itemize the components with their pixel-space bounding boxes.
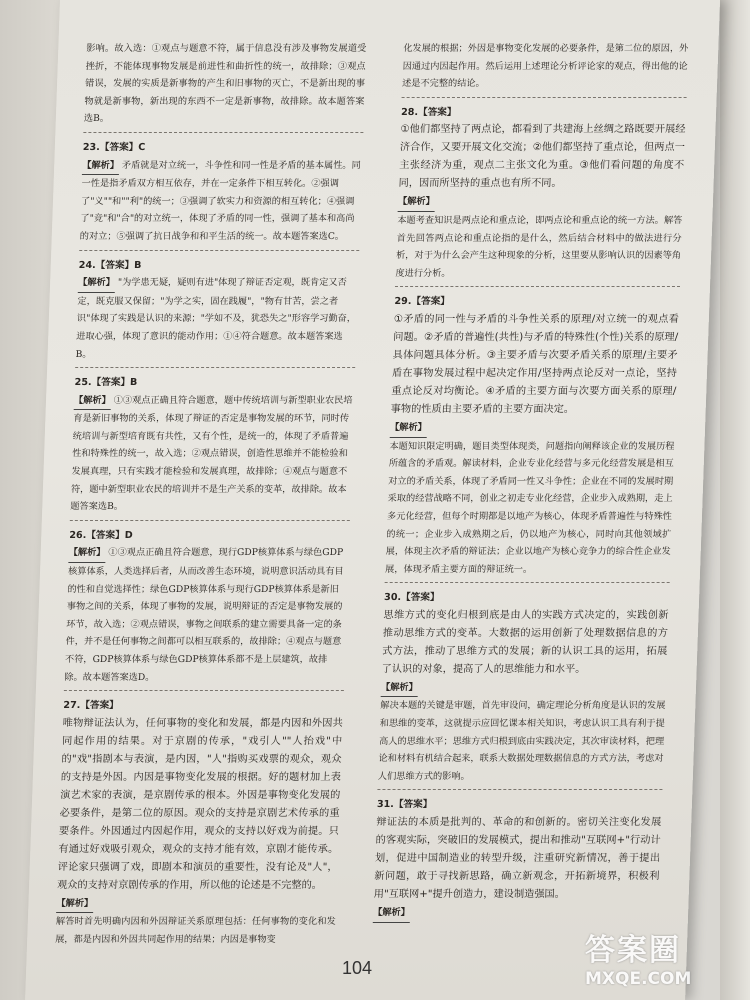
q30-analysis-text: 解决本题的关键是审题，首先审设问，确定理论分析角度是认识的发展和思维的变革，这就提示应回忆课本相关知识，考虑认识工具有利于提高人的思维水平；思维方式归根到底由实践决定，其次审读材料，把理论和材料有机结合起来，联系大数据处理数据信息的方式方法，考虑对人们思维方式的影响。 xyxy=(377,700,666,782)
question-31 xyxy=(373,796,662,922)
q28-answer-head: 28.【答案】 xyxy=(400,106,457,118)
q29-answer-head: 29.【答案】 xyxy=(394,296,451,308)
q28-answer-text: ①他们都坚持了两点论，都看到了共建海上丝绸之路既要开展经济合作，又要开展文化交流；②他们都坚持了重点论，但两点一主张经济为重，观点二主张文化为重。③他们看问题的角度不同，因而所坚持的重点也有所不同。 xyxy=(398,124,686,190)
q24-analysis-text: "为学患无疑，疑则有进"体现了辩证否定观，既肯定又否定，既克服又保留；"为学之实，固在践履"，"物有甘苦，尝之者识"体现了实践是认识的来源；"学如不及，犹恐失之"形容学习勤奋，进取心强，体现了意识的能动作用；①④符合题意。故本题答案选B。 xyxy=(75,277,357,360)
watermark-en: MXQE.COM xyxy=(585,969,692,989)
q27-analysis-tag: 【解析】 xyxy=(56,895,93,914)
q24-analysis-tag: 【解析】 xyxy=(78,274,115,293)
question-30 xyxy=(378,589,670,785)
watermark-cn: 答案圈 xyxy=(585,933,681,968)
q23-analysis-text: 矛盾就是对立统一，斗争性和同一性是矛盾的基本属性。同一性是指矛盾双方相互依存，并在一定条件下相互转化。②强调了"义""和""利"的统一；③强调了软实力和资源的相互转化；④强调了"竞"和"合"的对立统一，体现了矛盾的同一性，强调了基本和高尚的对立；⑤强调了抗日战争和和平生活的统一。故本题答案选C。 xyxy=(79,159,361,242)
q25-analysis-tag: 【解析】 xyxy=(74,392,111,411)
q30-answer-text: 思维方式的变化归根到底是由人的实践方式决定的，实践创新推动思维方式的变革。大数据的运用创新了处理数据信息的方式方法，推动了思维方式的发展；新的认识工具的运用，拓展了认识的对象，提高了人的思维能力和水平。 xyxy=(381,609,669,675)
divider xyxy=(402,97,687,98)
q28-analysis-text: 本题考查知识是两点论和重点论，即两点论和重点论的统一方法。解答首先回答两点论和重点论指的是什么，然后结合材料中的做法进行分析，对于为什么会产生这种现象的分析，这里要从影响认识的因素等角度进行分析。 xyxy=(395,214,683,279)
q25-answer-head: 25.【答案】B xyxy=(74,377,138,389)
q27-answer-head: 27.【答案】 xyxy=(63,700,119,712)
q30-analysis-tag: 【解析】 xyxy=(381,679,418,698)
divider xyxy=(395,286,680,287)
q22-continuation xyxy=(84,40,367,128)
q23-analysis-tag: 【解析】 xyxy=(82,157,119,176)
q27-answer-text: 唯物辩证法认为，任何事物的变化和发展，都是内因和外因共同起作用的结果。对于京剧的传承，"戏引人""人抬戏"中的"戏"指剧本与表演，是内因，"人"指购买戏票的观众，观众的支持是外因。内因是事物变化发展的根据。好的题材加上表演艺术家的表演，是京剧传承的根本。外因是事物变化发展的必要条件，是第二位的原因。观众的支持是京剧艺术传承的重要条件。外因通过内因起作用，观众的支持以好戏为前提。只有通过好戏吸引观众，观众的支持才能有效，京剧才能传承。评论家只强调了戏，即剧本和演员的重要性，没有论及"人"，观众的支持对京剧传承的作用，所以他的论述是不完整的。 xyxy=(56,717,343,891)
divider xyxy=(70,520,350,521)
q29-answer-text: ①矛盾的同一性与矛盾的斗争性关系的原理/对立统一的观点看问题。②矛盾的普遍性(共性)与矛盾的特殊性(个性)关系的原理/具体问题具体分析。③主要矛盾与次要矛盾关系的原理/主要矛盾在事物发展过程中起决定作用/坚持两点论反对一点论，坚持重点论反对均衡论。④矛盾的主要方面与次要方面关系的原理/事物的性质由主要矛盾的主要方面决定。 xyxy=(390,313,680,415)
q27-analysis-text: 解答时首先明确内因和外因辩证关系原理包括：任何事物的变化和发展，都是内因和外因共同起作用的结果；内因是事物变 xyxy=(55,916,336,945)
q26-analysis-text: ①③观点正确且符合题意，现行GDP核算体系与绿色GDP核算体系，人类选择后者，从而改善生态环境，说明意识活动具有目的性和自觉选择性；绿色GDP核算体系与现行GDP核算体系是新旧事物之间的关系，体现了事物的发展，说明辩证的否定是事物发展的环节，故入选；②观点错误，事物之间联系的建立需要具备一定的条件，并不是任何事物之间都可以相互联系的，故排除；④观点与题意不符，GDP核算体系与绿色GDP核算体系都不是上层建筑，故排除。故本题答案选D。 xyxy=(64,547,344,683)
q31-analysis-tag: 【解析】 xyxy=(373,904,410,923)
q26-answer-head: 26.【答案】D xyxy=(69,529,133,541)
q30-answer-head: 30.【答案】 xyxy=(383,592,440,604)
divider xyxy=(64,690,344,691)
q26-analysis-tag: 【解析】 xyxy=(68,544,105,563)
q25-analysis-text: ①③观点正确且符合题意，题中传统培训与新型职业农民培育是新旧事物的关系，体现了辩证的否定是事物发展的环节，同时传统培训与新型培育既有共性，又有个性，是统一的，体现了矛盾普遍性和特殊性的统一，故入选；②观点错误，创造性思维并不能检验和发展真理，只有实践才能检验和发展真理，故排除；④观点与题意不符，题中新型职业农民的培训并不是生产关系的变革，故排除。故本题答案选B。 xyxy=(70,394,353,513)
left-column xyxy=(55,40,367,953)
divider xyxy=(79,250,359,251)
divider xyxy=(377,789,662,790)
site-watermark xyxy=(585,925,735,995)
textbook-page xyxy=(25,0,720,1000)
question-26 xyxy=(64,527,350,686)
q31-answer-text: 辩证法的本质是批判的、革命的和创新的。密切关注变化发展的客观实际，突破旧的发展模式，提出和推动"互联网+"行动计划，促进中国制造业的转型升级，注重研究新情况，善于提出新问题，敢于寻找新思路，确立新观念，开拓新境界，积极利用"互联网+"提升创造力，建设制造强国。 xyxy=(373,817,662,901)
divider xyxy=(75,367,355,368)
right-column xyxy=(373,40,689,927)
q23-answer-head: 23.【答案】C xyxy=(82,141,146,153)
q31-answer-head: 31.【答案】 xyxy=(376,799,433,811)
right-page-edge xyxy=(720,0,750,1000)
question-24 xyxy=(75,257,359,364)
q29-analysis-text: 本题知识限定明确，题目类型体现类，问题指向阐释该企业的发展历程所蕴含的矛盾观。解读材料，企业专业化经营与多元化经营发展是相互对立的矛盾关系，体现了矛盾同一性又斗争性；企业在不同的发展时期采取的经营战略不同，创业之初走专业化经营，企业步入成熟期，走上多元化经营，但每个时期都是以地产为核心，体现矛盾普遍性与特殊性的统一；企业步入成熟期之后，仍以地产为核心，同时向其他领域扩展，体现主次矛盾的辩证法；企业以地产为核心竞争力的综合性企业发展，体现矛盾主要方面的辩证统一。 xyxy=(384,440,675,575)
q29-analysis-tag: 【解析】 xyxy=(390,419,427,438)
question-27 xyxy=(55,697,344,948)
q28-analysis-tag: 【解析】 xyxy=(398,193,435,212)
divider xyxy=(385,582,670,583)
divider xyxy=(83,132,363,133)
question-29 xyxy=(385,293,680,578)
question-25 xyxy=(70,374,355,516)
q24-answer-head: 24.【答案】B xyxy=(78,259,142,271)
q27-continuation xyxy=(402,40,689,93)
q27-tail-text: 化发展的根据；外因是事物变化发展的必要条件，是第二位的原因，外因通过内因起作用。然后运用上述理论分析评论家的观点，得出他的论述是不完整的结论。 xyxy=(401,43,689,90)
page-number: 104 xyxy=(342,958,373,978)
question-23 xyxy=(79,139,363,246)
q22-tail-text: 影响。故入选：①观点与题意不符，属于信息没有涉及事物发展道受挫折，不能体现事物发展是前进性和曲折性的统一，故排除；③观点错误，发展的实质是新事物的产生和旧事物的灭亡，不是新出现的事物就是新事物，新出现的东西不一定是新事物，故排除。故本题答案选B。 xyxy=(83,43,367,125)
question-28 xyxy=(395,104,686,283)
